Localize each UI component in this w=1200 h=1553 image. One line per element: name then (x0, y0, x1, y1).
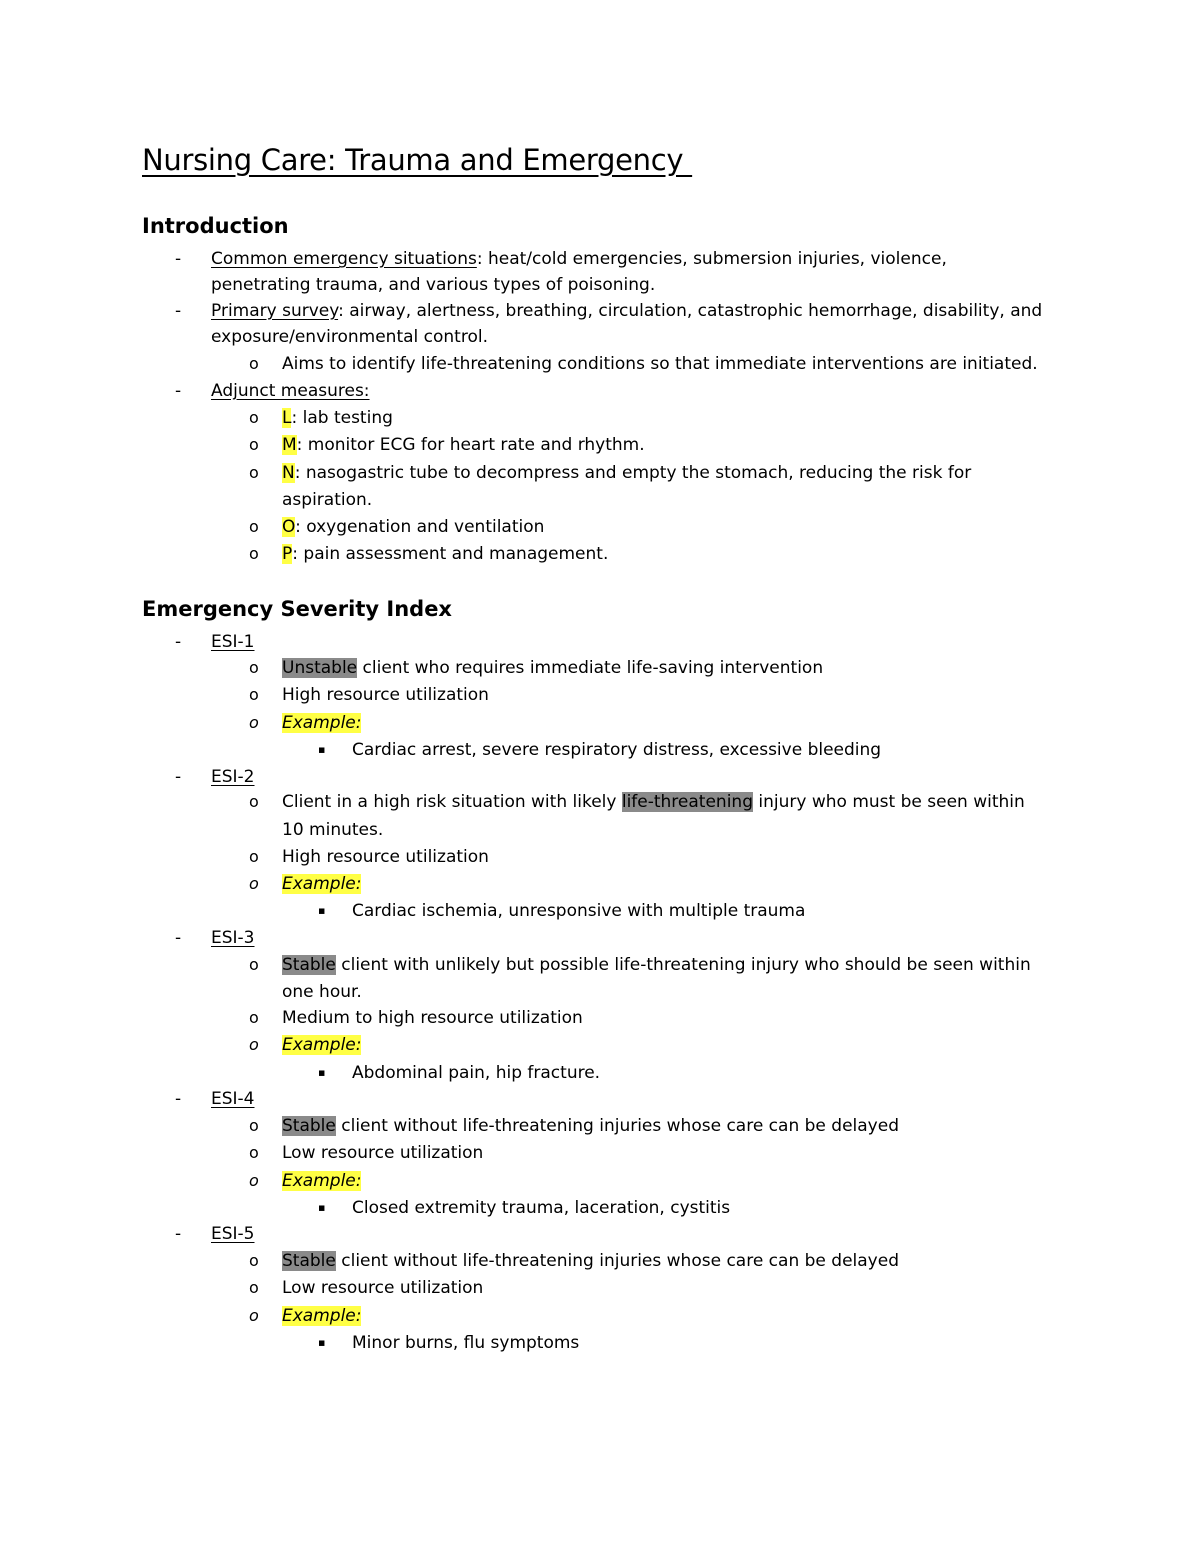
esi-level-label: ESI-1 (211, 632, 255, 652)
circle-marker: o (249, 1143, 259, 1162)
square-marker: ▪ (318, 1336, 326, 1349)
esi-status-highlight: Stable (282, 1251, 336, 1271)
adjunct-letter: N (282, 463, 295, 483)
esi-description-text: client without life-threatening injuries whose care can be delayed (335, 1116, 899, 1136)
circle-marker: o (249, 435, 259, 454)
esi-example: Minor burns, flu symptoms (352, 1333, 580, 1353)
adjunct-item (282, 433, 645, 457)
circle-marker: o (249, 1278, 259, 1297)
esi-resource: High resource utilization (282, 685, 489, 705)
esi-status-highlight: Stable (282, 955, 336, 975)
circle-marker: o (249, 1251, 259, 1270)
esi-description (282, 656, 823, 680)
common-situations-text: : heat/cold emergencies, submersion injuries, violence, (476, 249, 947, 269)
esi-description-text: injury who must be seen within (753, 792, 1025, 812)
example-label: Example: (282, 1035, 362, 1055)
dash-marker: - (175, 928, 182, 948)
circle-marker: o (249, 658, 259, 677)
dash-marker: - (175, 249, 182, 269)
esi-status-highlight: life-threatening (621, 792, 753, 812)
circle-marker: o (249, 847, 259, 866)
circle-marker: o (249, 1035, 259, 1054)
circle-marker: o (249, 354, 259, 373)
adjunct-text: : monitor ECG for heart rate and rhythm. (296, 435, 645, 455)
common-situations-cont: penetrating trauma, and various types of poisoning. (211, 275, 656, 295)
esi-description (282, 790, 1025, 814)
esi-example: Closed extremity trauma, laceration, cystitis (352, 1198, 731, 1218)
example-label: Example: (282, 713, 362, 733)
adjunct-item (282, 515, 544, 539)
esi-example-label (282, 711, 361, 735)
esi-description-text: client who requires immediate life-saving intervention (357, 658, 824, 678)
adjunct-item (282, 406, 393, 430)
esi-status-highlight: Unstable (282, 658, 358, 678)
esi-resource: Low resource utilization (282, 1278, 484, 1298)
adjunct-letter: M (282, 435, 297, 455)
esi-description-cont: one hour. (282, 982, 362, 1002)
adjunct-letter: P (282, 544, 293, 564)
primary-survey-line (211, 299, 1042, 323)
esi-description-text: client without life-threatening injuries whose care can be delayed (335, 1251, 899, 1271)
example-label: Example: (282, 874, 362, 894)
dash-marker: - (175, 381, 182, 401)
adjunct-text: : oxygenation and ventilation (295, 517, 545, 537)
circle-marker: o (249, 1306, 259, 1325)
adjunct-item-cont: aspiration. (282, 490, 373, 510)
esi-description (282, 1249, 899, 1273)
esi-resource: Medium to high resource utilization (282, 1008, 583, 1028)
esi-level-label: ESI-3 (211, 928, 255, 948)
esi-description-text: Client in a high risk situation with likely (282, 792, 622, 812)
example-label: Example: (282, 1171, 362, 1191)
circle-marker: o (249, 1171, 259, 1190)
adjunct-text: : pain assessment and management. (292, 544, 609, 564)
square-marker: ▪ (318, 1201, 326, 1214)
esi-description-cont: 10 minutes. (282, 820, 384, 840)
circle-marker: o (249, 408, 259, 427)
adjunct-text: : lab testing (291, 408, 393, 428)
adjunct-label: Adjunct measures: (211, 381, 370, 401)
circle-marker: o (249, 544, 259, 563)
circle-marker: o (249, 685, 259, 704)
common-situations-line (211, 247, 947, 271)
dash-marker: - (175, 767, 182, 787)
esi-example: Abdominal pain, hip fracture. (352, 1063, 601, 1083)
circle-marker: o (249, 713, 259, 732)
esi-resource: Low resource utilization (282, 1143, 484, 1163)
square-marker: ▪ (318, 743, 326, 756)
page-title: Nursing Care: Trauma and Emergency (142, 143, 693, 177)
dash-marker: - (175, 301, 182, 321)
square-marker: ▪ (318, 904, 326, 917)
esi-heading: Emergency Severity Index (142, 597, 452, 621)
dash-marker: - (175, 1224, 182, 1244)
circle-marker: o (249, 517, 259, 536)
example-label: Example: (282, 1306, 362, 1326)
circle-marker: o (249, 1008, 259, 1027)
esi-level-label: ESI-5 (211, 1224, 255, 1244)
esi-level-label: ESI-2 (211, 767, 255, 787)
circle-marker: o (249, 955, 259, 974)
intro-heading: Introduction (142, 214, 289, 238)
esi-example-label (282, 872, 361, 896)
primary-survey-text: : airway, alertness, breathing, circulation, catastrophic hemorrhage, disability, and (338, 301, 1043, 321)
circle-marker: o (249, 792, 259, 811)
adjunct-item (282, 461, 971, 485)
esi-status-highlight: Stable (282, 1116, 336, 1136)
primary-survey-cont: exposure/environmental control. (211, 327, 488, 347)
esi-example-label (282, 1169, 361, 1193)
esi-example-label (282, 1304, 361, 1328)
esi-example: Cardiac ischemia, unresponsive with multiple trauma (352, 901, 806, 921)
circle-marker: o (249, 463, 259, 482)
esi-level-label: ESI-4 (211, 1089, 255, 1109)
adjunct-text: : nasogastric tube to decompress and empty the stomach, reducing the risk for (294, 463, 972, 483)
primary-survey-label: Primary survey (211, 301, 339, 321)
aims-line: Aims to identify life-threatening conditions so that immediate interventions are initiated. (282, 354, 1038, 374)
adjunct-letter: O (282, 517, 296, 537)
circle-marker: o (249, 1116, 259, 1135)
dash-marker: - (175, 632, 182, 652)
circle-marker: o (249, 874, 259, 893)
square-marker: ▪ (318, 1066, 326, 1079)
esi-description (282, 1114, 899, 1138)
esi-example: Cardiac arrest, severe respiratory distress, excessive bleeding (352, 740, 882, 760)
esi-example-label (282, 1033, 361, 1057)
dash-marker: - (175, 1089, 182, 1109)
esi-description-text: client with unlikely but possible life-threatening injury who should be seen within (335, 955, 1031, 975)
esi-resource: High resource utilization (282, 847, 489, 867)
esi-description (282, 953, 1031, 977)
adjunct-letter: L (282, 408, 292, 428)
common-situations-label: Common emergency situations (211, 249, 477, 269)
adjunct-item (282, 542, 608, 566)
